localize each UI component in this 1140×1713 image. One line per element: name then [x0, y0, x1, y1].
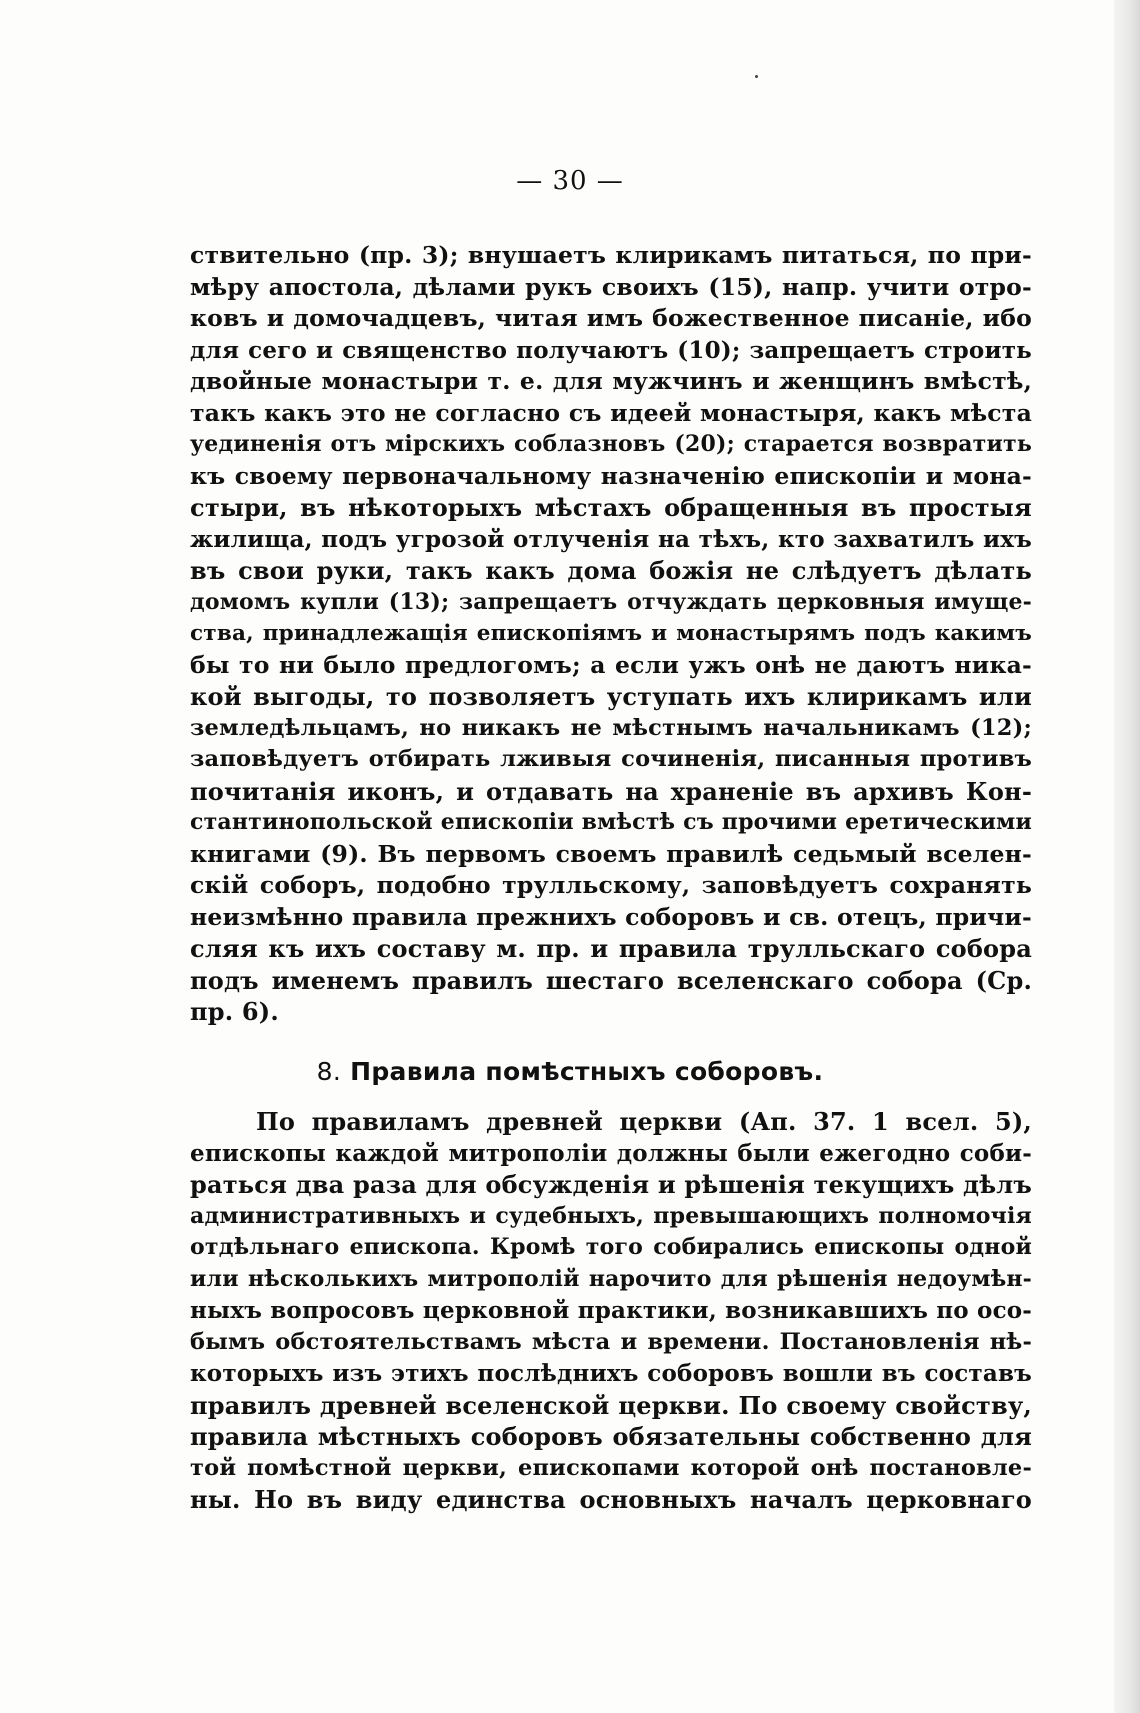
section-title: Правила помѣстныхъ соборовъ. [350, 1057, 824, 1086]
text-line: правила мѣстныхъ соборовъ обязательны собственно для [190, 1422, 1032, 1451]
text-line: стантинопольской епископіи вмѣстѣ съ прочими еретическими [190, 809, 1032, 835]
section-heading [0, 1057, 1140, 1086]
text-line: бы то ни было предлогомъ; а если ужъ онѣ не даютъ ника- [190, 650, 1032, 679]
text-line: скій соборъ, подобно трулльскому, заповѣдуетъ сохранять [190, 871, 1032, 899]
text-line: къ своему первоначальному назначенію епископіи и мона- [190, 461, 1032, 490]
scan-speck [755, 75, 758, 78]
text-line: той помѣстной церкви, епископами которой онѣ постановле- [190, 1454, 1032, 1481]
text-line: заповѣдуетъ отбирать лживыя сочиненія, писанныя противъ [190, 746, 1032, 772]
text-line: мѣру апостола, дѣлами рукъ своихъ (15), напр. учити отро- [190, 272, 1032, 301]
text-line: отдѣльнаго епископа. Кромѣ того собирались епископы одной [190, 1234, 1032, 1260]
text-line: кой выгоды, то позволяетъ уступать ихъ клирикамъ или [190, 682, 1032, 711]
text-line: уединенія отъ мірскихъ соблазновъ (20); старается возвратить [190, 431, 1032, 457]
section-number: 8. [316, 1057, 342, 1086]
text-line: раться два раза для обсужденія и рѣшенія текущихъ дѣлъ [190, 1170, 1032, 1199]
text-line: подъ именемъ правилъ шестаго вселенскаго собора (Ср. [190, 965, 1032, 995]
text-line: въ свои руки, такъ какъ дома божія не слѣдуетъ дѣлать [190, 556, 1032, 585]
text-line: правилъ древней вселенской церкви. По своему свойству, [190, 1390, 1032, 1420]
paragraph-2 [190, 1106, 1032, 1516]
text-line: ковъ и домочадцевъ, читая имъ божественное писаніе, ибо [190, 304, 1032, 332]
text-line: которыхъ изъ этихъ послѣднихъ соборовъ вошли въ составъ [190, 1360, 1032, 1387]
text-line: книгами (9). Въ первомъ своемъ правилѣ седьмый вселен- [190, 839, 1032, 868]
text-line: для сего и священство получаютъ (10); запрещаетъ строить [190, 336, 1032, 364]
text-line: земледѣльцамъ, но никакъ не мѣстнымъ начальникамъ (12); [190, 714, 1032, 741]
text-line: стыри, въ нѣкоторыхъ мѣстахъ обращенныя въ простыя [190, 493, 1032, 522]
text-line: пр. 6). [190, 997, 279, 1026]
text-line: ствительно (пр. 3); внушаетъ клирикамъ питаться, по при- [190, 241, 1032, 269]
text-line: административныхъ и судебныхъ, превышающихъ полномочія [190, 1202, 1032, 1229]
text-line: или нѣсколькихъ митрополій нарочито для рѣшенія недоумѣн- [190, 1265, 1032, 1292]
text-line: домомъ купли (13); запрещаетъ отчуждать церковныя имуще- [190, 588, 1032, 615]
page-edge [1114, 0, 1140, 1713]
text-line: По правиламъ древней церкви (Ап. 37. 1 всел. 5), [256, 1107, 1032, 1136]
text-line: жилища, подъ угрозой отлученія на тѣхъ, кто захватилъ ихъ [190, 525, 1032, 553]
text-line: епископы каждой митрополіи должны были ежегодно соби- [190, 1139, 1032, 1167]
text-line: неизмѣнно правила прежнихъ соборовъ и св. отецъ, причи- [190, 902, 1032, 931]
text-line: бымъ обстоятельствамъ мѣста и времени. Постановленія нѣ- [190, 1328, 1032, 1355]
text-line: ства, принадлежащія епископіямъ и монастырямъ подъ какимъ [190, 621, 1032, 646]
paragraph-1 [190, 240, 1032, 1028]
text-line: ны. Но въ виду единства основныхъ началъ церковнаго [190, 1485, 1032, 1514]
text-line: двойные монастыри т. е. для мужчинъ и женщинъ вмѣстѣ, [190, 367, 1032, 395]
text-line: сляя къ ихъ составу м. пр. и правила трулльскаго собора [190, 934, 1032, 963]
text-line: почитанія иконъ, и отдавать на храненіе въ архивъ Кон- [190, 776, 1032, 806]
page-number: — 30 — [516, 166, 624, 196]
text-line: ныхъ вопросовъ церковной практики, возникавшихъ по осо- [190, 1297, 1033, 1324]
text-line: такъ какъ это не согласно съ идеей монастыря, какъ мѣста [190, 398, 1032, 427]
